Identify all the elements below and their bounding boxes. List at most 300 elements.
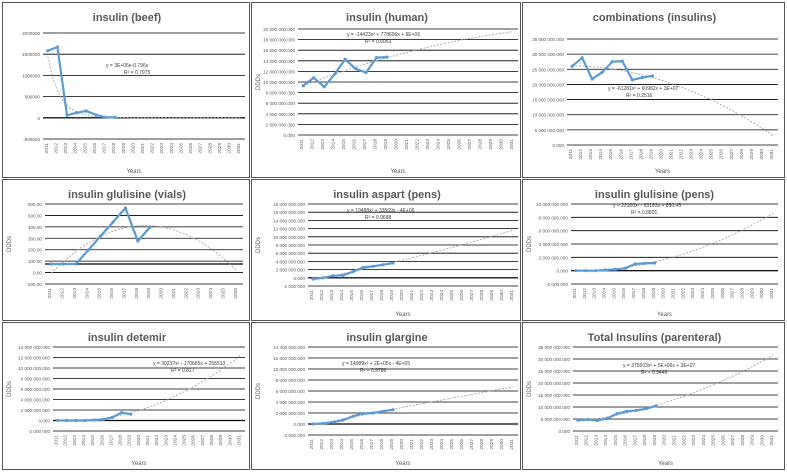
x-tick-label: 2022 <box>420 439 425 450</box>
trend-equation: y = 14989x² + 2E+05x - 4E+05 <box>342 361 411 367</box>
y-tick-label: 18 000 000.000 <box>263 37 295 43</box>
x-tick-label: 2016 <box>619 149 625 160</box>
data-point <box>124 206 127 209</box>
x-axis-label: Years <box>657 461 674 467</box>
data-point <box>606 417 609 420</box>
data-point <box>323 85 326 88</box>
x-tick-label: 2014 <box>82 435 87 446</box>
y-tick-label: 8 000 000.000 <box>20 376 50 382</box>
x-tick-label: 2023 <box>430 290 435 301</box>
data-point <box>56 419 59 422</box>
chart-title: insulin (beef) <box>92 12 162 24</box>
data-point <box>354 67 357 70</box>
x-tick-label: 2022 <box>155 435 161 446</box>
x-tick-label: 2013 <box>64 143 70 154</box>
x-tick-label: 2017 <box>370 290 375 301</box>
y-tick-label: 0.00 <box>33 270 42 276</box>
trend-equation: y = 3E+06e-0.796x <box>106 63 149 69</box>
y-tick-label: 25 000 000.000 <box>532 67 564 73</box>
x-tick-label: 2020 <box>394 139 400 150</box>
x-tick-label: 2013 <box>592 288 598 299</box>
x-tick-label: 2012 <box>60 288 66 299</box>
y-tick-label: 6 000 000.000 <box>265 101 295 107</box>
y-tick-label: -2 000 000 <box>546 282 568 287</box>
x-tick-label: 2017 <box>629 149 635 160</box>
data-point <box>614 268 617 271</box>
data-point <box>333 72 336 75</box>
data-point <box>312 76 315 79</box>
x-tick-label: 2030 <box>500 439 505 450</box>
y-tick-label: 8 000 000.000 <box>265 90 295 96</box>
x-tick-label: 2030 <box>500 290 505 301</box>
x-axis-label: Years <box>395 461 411 467</box>
chart-panel <box>251 179 521 321</box>
x-tick-label: 2030 <box>759 149 765 160</box>
data-point <box>46 49 49 52</box>
y-tick-label: 0.000 <box>293 275 305 281</box>
data-point <box>596 419 599 422</box>
data-point <box>85 109 88 112</box>
y-axis-label: DDDs <box>256 383 262 399</box>
x-tick-label: 2027 <box>200 435 206 446</box>
y-tick-label: 35 000 000.000 <box>532 37 564 42</box>
x-tick-label: 2031 <box>237 143 243 154</box>
data-point <box>351 270 354 273</box>
y-tick-label: -2 000 000 <box>283 433 305 438</box>
x-tick-label: 2026 <box>233 288 239 299</box>
data-point <box>604 268 607 271</box>
chart-svg <box>3 180 250 321</box>
y-tick-label: 12 000 000.000 <box>273 226 305 232</box>
trend-equation: y = 22100x² - 63183x + 850.45 <box>613 203 682 209</box>
y-tick-label: -2 000 000 <box>283 284 305 289</box>
x-tick-label: 2012 <box>54 143 60 154</box>
chart-title: insulin aspart (pens) <box>333 189 441 201</box>
x-tick-label: 2029 <box>750 288 756 299</box>
data-point <box>149 225 152 228</box>
y-tick-label: 4 000 000.000 <box>275 259 305 265</box>
x-tick-label: 2012 <box>320 439 325 450</box>
x-tick-label: 2014 <box>85 288 91 299</box>
chart-svg <box>523 180 785 321</box>
trend-r-squared: R² = 0.7975 <box>124 70 151 76</box>
x-tick-label: 2011 <box>300 139 306 150</box>
x-tick-label: 2015 <box>97 288 103 299</box>
data-point <box>391 408 394 411</box>
x-tick-label: 2031 <box>237 435 243 446</box>
y-tick-label: 500000 <box>24 94 40 100</box>
x-tick-label: 2015 <box>350 290 355 301</box>
x-tick-label: 2029 <box>750 435 756 446</box>
trend-line <box>572 66 773 136</box>
x-tick-label: 2030 <box>499 138 505 150</box>
data-point <box>302 84 305 87</box>
y-tick-label: 20 000 000.000 <box>532 82 564 88</box>
y-tick-label: 4 000 000.000 <box>265 111 295 117</box>
data-point <box>371 411 374 414</box>
y-tick-label: 8 000 000.000 <box>538 215 568 221</box>
y-tick-label: 8 000 000.000 <box>275 378 305 383</box>
x-tick-label: 2029 <box>490 439 495 450</box>
x-tick-label: 2025 <box>221 288 227 299</box>
y-tick-label: 6 000 000.000 <box>538 228 568 234</box>
y-tick-label: 300.00 <box>27 236 42 242</box>
y-axis-label: DDDs <box>527 236 533 252</box>
y-tick-label: 4 000 000.000 <box>20 397 50 403</box>
x-tick-label: 2016 <box>110 288 116 299</box>
data-point <box>94 113 97 116</box>
data-point <box>385 55 388 58</box>
x-tick-label: 2024 <box>209 288 215 299</box>
x-tick-label: 2021 <box>672 435 678 446</box>
y-tick-label: 4 000 000.000 <box>275 400 305 405</box>
y-tick-label: 5 000 000.000 <box>534 127 564 133</box>
trend-equation: y = -61281x² + 60982x + 3E+07 <box>608 86 679 92</box>
x-tick-label: 2020 <box>400 439 405 450</box>
data-point <box>391 261 394 264</box>
x-tick-label: 2022 <box>681 288 687 299</box>
y-tick-label: 12 000 000.000 <box>18 355 50 361</box>
x-tick-label: 2015 <box>342 139 348 150</box>
data-point <box>631 78 634 81</box>
x-tick-label: 2015 <box>350 439 355 450</box>
data-point <box>114 116 117 119</box>
x-tick-label: 2030 <box>760 435 766 446</box>
y-tick-label: -200.00 <box>26 282 42 287</box>
y-tick-label: 10 000 000.000 <box>532 112 564 118</box>
x-tick-label: 2021 <box>410 290 415 301</box>
x-tick-label: 2024 <box>699 149 705 160</box>
chart-panel <box>522 322 785 470</box>
x-tick-label: 2017 <box>370 439 375 450</box>
chart-svg <box>252 323 521 470</box>
x-tick-label: 2026 <box>189 143 195 154</box>
x-tick-label: 2015 <box>612 288 618 299</box>
data-point <box>74 262 77 265</box>
y-tick-label: 400.00 <box>27 224 42 230</box>
x-tick-label: 2019 <box>390 439 395 450</box>
y-tick-label: 35 000 000.000 <box>538 345 570 350</box>
chart-title: insulin (human) <box>346 12 428 24</box>
y-tick-label: 30 000 000.000 <box>538 357 570 362</box>
x-tick-label: 2031 <box>509 139 515 150</box>
x-tick-label: 2014 <box>73 143 79 154</box>
x-tick-label: 2014 <box>602 288 608 299</box>
x-tick-label: 2022 <box>679 149 685 160</box>
chart-panel <box>2 322 250 470</box>
y-axis-label: DDDs <box>256 74 262 90</box>
data-point <box>331 274 334 277</box>
data-point <box>641 76 644 79</box>
x-tick-label: 2027 <box>470 439 475 450</box>
chart-panel <box>2 179 250 321</box>
data-point <box>381 410 384 413</box>
trend-line <box>313 230 513 279</box>
x-tick-label: 2012 <box>584 435 590 446</box>
x-tick-label: 2026 <box>720 288 726 299</box>
y-tick-label: 8 000 000.000 <box>275 243 305 248</box>
x-tick-label: 2025 <box>711 435 717 446</box>
y-tick-label: 6 000 000.000 <box>275 251 305 257</box>
x-tick-label: 2013 <box>72 288 78 299</box>
x-tick-label: 2018 <box>380 439 385 450</box>
series-line <box>48 47 115 117</box>
trend-r-squared: R² = 0.2516 <box>626 93 653 99</box>
y-tick-label: 10 000 000.000 <box>18 366 50 371</box>
x-tick-label: 2011 <box>44 143 50 154</box>
chart-title: combinations (insulins) <box>592 12 717 24</box>
trend-equation: y = -14423x² + 778696x + 9E+06 <box>347 32 421 38</box>
data-point <box>129 413 132 416</box>
x-tick-label: 2021 <box>171 288 177 299</box>
data-point <box>111 220 114 223</box>
data-point <box>104 116 107 119</box>
x-tick-label: 2024 <box>701 435 707 446</box>
x-tick-label: 2011 <box>48 288 54 299</box>
x-tick-label: 2031 <box>510 290 515 301</box>
data-point <box>381 263 384 266</box>
x-tick-label: 2025 <box>179 143 185 154</box>
chart-svg <box>3 3 250 178</box>
data-point <box>321 422 324 425</box>
y-tick-label: 10 000 000.000 <box>536 202 568 207</box>
x-tick-label: 2016 <box>623 435 629 446</box>
x-tick-label: 2025 <box>709 149 715 160</box>
data-point <box>574 269 577 272</box>
data-point <box>62 262 65 265</box>
x-tick-label: 2029 <box>488 139 494 150</box>
x-axis-label: Years <box>126 169 142 175</box>
y-tick-label: 1000000 <box>22 73 40 79</box>
x-tick-label: 2013 <box>594 435 600 446</box>
x-tick-label: 2026 <box>457 139 463 150</box>
y-axis-label: DDDs <box>7 381 13 397</box>
x-tick-label: 2021 <box>405 139 410 150</box>
x-tick-label: 2030 <box>227 143 233 154</box>
y-tick-label: 10 000 000.000 <box>273 234 305 240</box>
x-tick-label: 2018 <box>643 435 649 446</box>
data-point <box>120 411 123 414</box>
data-point <box>653 261 656 264</box>
data-point <box>611 60 614 63</box>
x-axis-label: Years <box>656 312 673 318</box>
x-tick-label: 2018 <box>112 143 118 154</box>
x-tick-label: 2029 <box>490 290 495 301</box>
x-tick-label: 2020 <box>661 288 667 299</box>
x-tick-label: 2027 <box>730 288 736 299</box>
data-point <box>93 418 96 421</box>
y-tick-label: 12 000 000.000 <box>263 69 295 75</box>
data-point <box>364 71 367 74</box>
x-tick-label: 2014 <box>340 439 345 450</box>
x-tick-label: 2028 <box>480 290 485 301</box>
x-tick-label: 2019 <box>390 290 395 301</box>
y-tick-label: 30 000 000.000 <box>532 52 564 58</box>
x-tick-label: 2017 <box>633 435 639 446</box>
x-tick-label: 2014 <box>599 149 605 160</box>
x-axis-label: Years <box>395 312 411 318</box>
data-point <box>654 404 657 407</box>
x-tick-label: 2031 <box>770 288 776 299</box>
y-tick-label: 10 000 000.000 <box>538 405 570 410</box>
x-tick-label: 2030 <box>228 435 234 446</box>
data-point <box>643 262 646 265</box>
y-tick-label: 2 000 000.000 <box>275 411 305 416</box>
trend-r-squared: R² = 0.9688 <box>365 215 392 221</box>
x-tick-label: 2024 <box>173 435 179 446</box>
y-tick-label: 0.000 <box>283 133 295 138</box>
x-tick-label: 2029 <box>217 143 223 154</box>
y-tick-label: 20 000 000.000 <box>263 27 295 32</box>
y-tick-label: 2 000 000.000 <box>275 267 305 273</box>
x-tick-label: 2025 <box>446 139 452 150</box>
data-point <box>341 419 344 422</box>
y-tick-label: 6 000 000.000 <box>20 387 50 392</box>
x-tick-label: 2017 <box>632 288 638 299</box>
x-tick-label: 2014 <box>340 290 345 301</box>
x-tick-label: 2028 <box>210 435 215 446</box>
chart-title: insulin glargine <box>346 332 428 344</box>
y-tick-label: 14 000 000.000 <box>273 345 305 350</box>
data-point <box>321 276 324 279</box>
data-point <box>570 65 573 68</box>
x-tick-label: 2011 <box>572 288 578 299</box>
x-tick-label: 2019 <box>384 139 390 150</box>
x-tick-label: 2020 <box>131 143 137 154</box>
y-tick-label: 500.00 <box>27 213 42 219</box>
y-tick-label: 2 000 000.000 <box>538 255 568 261</box>
x-tick-label: 2018 <box>641 288 647 299</box>
data-point <box>311 422 314 425</box>
x-tick-label: 2013 <box>589 149 595 160</box>
trend-r-squared: R² = 0.9446 <box>641 370 668 376</box>
x-tick-label: 2029 <box>749 149 755 160</box>
data-point <box>576 419 579 422</box>
x-tick-label: 2024 <box>169 143 175 154</box>
trend-equation: y = 375603x² + 5E+06x + 3E+07 <box>623 363 696 369</box>
y-tick-label: 10 000 000.000 <box>273 367 305 372</box>
x-tick-label: 2022 <box>420 290 425 301</box>
x-tick-label: 2028 <box>480 439 485 450</box>
chart-title: insulin detemir <box>87 332 167 344</box>
x-tick-label: 2015 <box>609 149 615 160</box>
x-tick-label: 2028 <box>740 435 746 446</box>
y-tick-label: 14 000 000.000 <box>263 58 295 64</box>
y-tick-label: 12 000 000.000 <box>273 356 305 361</box>
trend-equation: y = 19488x² + 33569x - 4E+06 <box>347 208 415 214</box>
y-tick-label: 14 000 000.000 <box>18 345 50 350</box>
x-tick-label: 2011 <box>310 290 315 301</box>
x-tick-label: 2019 <box>651 288 657 299</box>
data-point <box>56 45 59 48</box>
chart-svg <box>523 3 785 178</box>
y-tick-label: 2000000 <box>22 31 40 36</box>
x-tick-label: 2028 <box>478 139 484 150</box>
data-point <box>624 267 627 270</box>
data-point <box>584 269 587 272</box>
x-tick-label: 2025 <box>450 439 455 450</box>
data-point <box>136 239 139 242</box>
data-point <box>635 409 638 412</box>
x-tick-label: 2013 <box>321 139 327 150</box>
y-tick-label: 0.000 <box>556 268 568 274</box>
y-tick-label: 15 000 000.000 <box>538 393 570 398</box>
data-point <box>65 114 68 117</box>
data-point <box>111 416 114 419</box>
data-point <box>331 421 334 424</box>
chart-svg <box>252 3 521 178</box>
x-tick-label: 2012 <box>320 290 325 301</box>
chart-svg <box>523 323 785 470</box>
x-tick-label: 2031 <box>510 439 515 450</box>
x-tick-label: 2024 <box>701 288 707 299</box>
data-point <box>375 56 378 59</box>
x-tick-label: 2023 <box>160 143 166 154</box>
x-tick-label: 2028 <box>208 143 214 154</box>
x-tick-label: 2025 <box>710 288 716 299</box>
data-point <box>102 418 105 421</box>
data-point <box>351 415 354 418</box>
trend-r-squared: R² = 0.6063 <box>365 39 392 45</box>
trend-r-squared: R² = 0.9786 <box>360 368 387 374</box>
data-point <box>615 412 618 415</box>
y-tick-label: 16 000 000.000 <box>263 48 295 54</box>
data-point <box>601 71 604 74</box>
x-tick-label: 2018 <box>134 288 140 299</box>
data-point <box>344 58 347 61</box>
chart-panel <box>251 2 521 178</box>
x-tick-label: 2023 <box>164 435 170 446</box>
x-tick-label: 2025 <box>182 435 188 446</box>
data-point <box>594 269 597 272</box>
y-axis-label: DDDs <box>527 381 533 397</box>
chart-panel <box>522 179 785 321</box>
x-tick-label: 2019 <box>652 435 658 446</box>
x-tick-label: 2022 <box>184 288 190 299</box>
x-tick-label: 2014 <box>604 435 610 446</box>
x-tick-label: 2031 <box>769 149 775 160</box>
x-tick-label: 2023 <box>689 149 695 160</box>
x-tick-label: 2011 <box>54 435 60 446</box>
y-tick-label: 0.000 <box>552 143 564 148</box>
y-tick-label: 20 000 000.000 <box>538 381 570 386</box>
x-tick-label: 2019 <box>127 435 133 446</box>
x-tick-label: 2018 <box>380 290 385 301</box>
data-point <box>645 407 648 410</box>
chart-panel <box>2 2 250 178</box>
x-tick-label: 2027 <box>731 435 737 446</box>
chart-panel <box>522 2 785 178</box>
y-tick-label: 10 000 000.000 <box>263 80 295 85</box>
chart-title: insulin glulisine (vials) <box>68 189 186 201</box>
x-tick-label: 2016 <box>360 439 365 450</box>
y-tick-label: 1500000 <box>22 52 40 58</box>
x-tick-label: 2026 <box>460 439 465 450</box>
y-tick-label: 5 000 000.000 <box>540 417 570 422</box>
x-tick-label: 2023 <box>691 288 697 299</box>
data-point <box>586 418 589 421</box>
chart-svg <box>252 180 521 321</box>
x-tick-label: 2021 <box>146 435 151 446</box>
x-tick-label: 2015 <box>613 435 619 446</box>
data-point <box>311 277 314 280</box>
y-tick-label: 15 000 000.000 <box>532 97 564 103</box>
data-point <box>371 265 374 268</box>
chart-title: Total Insulins (parenteral) <box>587 332 722 344</box>
y-axis-label: DDDs <box>7 236 13 252</box>
y-tick-label: 0.000 <box>558 429 570 434</box>
x-tick-label: 2019 <box>121 143 127 154</box>
